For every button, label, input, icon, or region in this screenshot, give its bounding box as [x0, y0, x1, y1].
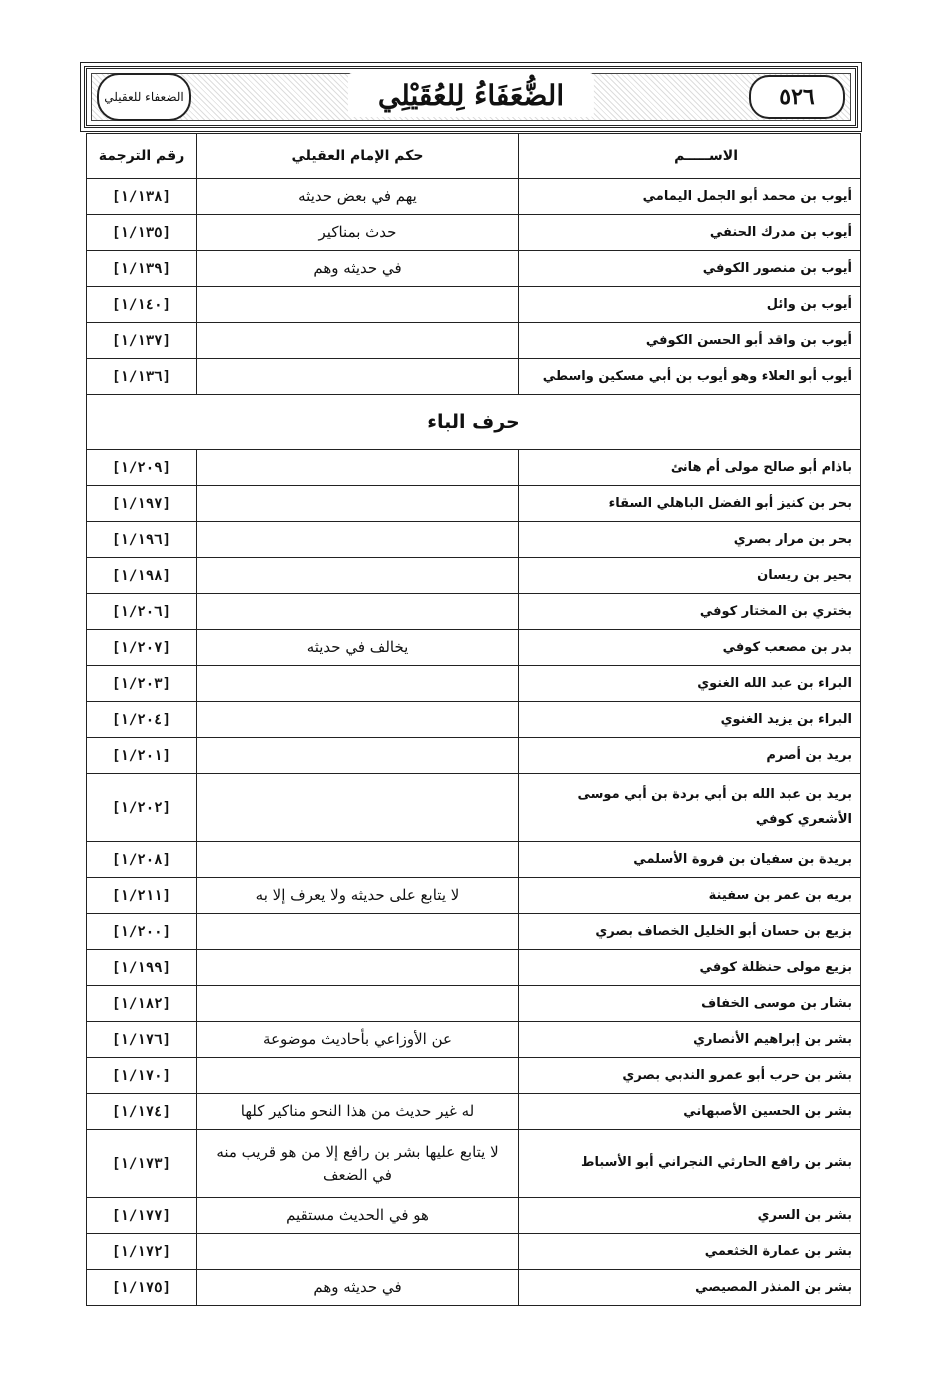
- entry-number: [١/٢١١]: [87, 878, 197, 914]
- header-number: رقم الترجمة: [87, 134, 197, 179]
- header-name: الاســـــم: [519, 134, 861, 179]
- entry-number: [١/١٩٨]: [87, 558, 197, 594]
- entry-number: [١/١٧٧]: [87, 1198, 197, 1234]
- narrator-name: أيوب بن محمد أبو الجمل اليمامي: [519, 179, 861, 215]
- verdict-text: في حديثه وهم: [197, 251, 519, 287]
- entry-number: [١/١٣٩]: [87, 251, 197, 287]
- table-row: [87, 878, 861, 914]
- book-emblem: الضعفاء للعقيلي: [97, 73, 191, 121]
- narrator-name: أيوب بن وائل: [519, 287, 861, 323]
- narrator-name: بحير بن ريسان: [519, 558, 861, 594]
- table-row: [87, 738, 861, 774]
- section-title: حرف الباء: [87, 395, 861, 450]
- narrator-name: بشر بن المنذر المصيصي: [519, 1270, 861, 1306]
- table-row: [87, 1198, 861, 1234]
- table-row: [87, 522, 861, 558]
- verdict-text: [197, 450, 519, 486]
- entry-number: [١/٢٠٠]: [87, 914, 197, 950]
- table-row: [87, 914, 861, 950]
- entry-number: [١/١٤٠]: [87, 287, 197, 323]
- verdict-text: له غير حديث من هذا النحو مناكير كلها: [197, 1094, 519, 1130]
- table-section: [87, 395, 861, 450]
- entry-number: [١/٢٠٧]: [87, 630, 197, 666]
- table-row: [87, 630, 861, 666]
- entry-number: [١/١٣٨]: [87, 179, 197, 215]
- table-row: [87, 1234, 861, 1270]
- verdict-text: [197, 486, 519, 522]
- table-row: [87, 950, 861, 986]
- entry-number: [١/١٧٤]: [87, 1094, 197, 1130]
- verdict-text: عن الأوزاعي بأحاديث موضوعة: [197, 1022, 519, 1058]
- table-row: [87, 486, 861, 522]
- narrator-name: باذام أبو صالح مولى أم هانئ: [519, 450, 861, 486]
- narrator-name: البراء بن يزيد الغنوي: [519, 702, 861, 738]
- narrator-name: بزيع مولى حنظلة كوفي: [519, 950, 861, 986]
- narrator-name: أيوب بن مدرك الحنفي: [519, 215, 861, 251]
- entry-number: [١/١٧٠]: [87, 1058, 197, 1094]
- narrator-name: بدر بن مصعب كوفي: [519, 630, 861, 666]
- narrator-name: بشر بن حرب أبو عمرو الندبي بصري: [519, 1058, 861, 1094]
- entry-number: [١/١٩٧]: [87, 486, 197, 522]
- narrators-table: [86, 133, 861, 1306]
- table-row: [87, 323, 861, 359]
- table-row: [87, 1058, 861, 1094]
- page-header: [84, 66, 858, 128]
- narrator-name: بريد بن عبد الله بن أبي بردة بن أبي موسى الأشعري كوفي: [519, 774, 861, 842]
- table-row: [87, 774, 861, 842]
- verdict-text: هو في الحديث مستقيم: [197, 1198, 519, 1234]
- verdict-text: في حديثه وهم: [197, 1270, 519, 1306]
- section-row: [87, 395, 861, 450]
- verdict-text: [197, 558, 519, 594]
- table-row: [87, 450, 861, 486]
- verdict-text: يهم في بعض حديثه: [197, 179, 519, 215]
- table-body-ba: [87, 450, 861, 1306]
- verdict-text: حدث بمناكير: [197, 215, 519, 251]
- verdict-text: [197, 594, 519, 630]
- narrator-name: بشر بن إبراهيم الأنصاري: [519, 1022, 861, 1058]
- narrator-name: أيوب بن منصور الكوفي: [519, 251, 861, 287]
- verdict-text: [197, 1234, 519, 1270]
- verdict-text: [197, 986, 519, 1022]
- entry-number: [١/٢٠٦]: [87, 594, 197, 630]
- book-title: الضُّعَفَاءُ لِلعُقَيْلِي: [348, 73, 594, 117]
- table-row: [87, 594, 861, 630]
- entry-number: [١/١٧٦]: [87, 1022, 197, 1058]
- narrator-name: بحر بن كنيز أبو الفضل الباهلي السقاء: [519, 486, 861, 522]
- page-number: ٥٢٦: [749, 75, 845, 119]
- table-row: [87, 986, 861, 1022]
- verdict-text: [197, 666, 519, 702]
- narrator-name: بزيع بن حسان أبو الخليل الخصاف بصري: [519, 914, 861, 950]
- entry-number: [١/١٩٦]: [87, 522, 197, 558]
- entry-number: [١/١٧٣]: [87, 1130, 197, 1198]
- verdict-text: [197, 702, 519, 738]
- table-row: [87, 1270, 861, 1306]
- table-row: [87, 666, 861, 702]
- table-row: [87, 359, 861, 395]
- narrator-name: بشر بن السري: [519, 1198, 861, 1234]
- verdict-text: [197, 359, 519, 395]
- verdict-text: يخالف في حديثه: [197, 630, 519, 666]
- table-row: [87, 702, 861, 738]
- table-row: [87, 558, 861, 594]
- narrator-name: بختري بن المختار كوفي: [519, 594, 861, 630]
- entry-number: [١/٢٠٤]: [87, 702, 197, 738]
- entry-number: [١/١٣٧]: [87, 323, 197, 359]
- entry-number: [١/١٣٦]: [87, 359, 197, 395]
- verdict-text: [197, 774, 519, 842]
- table-header-row: [87, 134, 861, 179]
- narrator-name: بشر بن رافع الحارثي النجراني أبو الأسباط: [519, 1130, 861, 1198]
- table-row: [87, 287, 861, 323]
- table-row: [87, 179, 861, 215]
- verdict-text: [197, 1058, 519, 1094]
- narrator-name: بريد بن أصرم: [519, 738, 861, 774]
- entry-number: [١/١٨٢]: [87, 986, 197, 1022]
- entry-number: [١/١٧٢]: [87, 1234, 197, 1270]
- narrator-name: أيوب بن واقد أبو الحسن الكوفي: [519, 323, 861, 359]
- entry-number: [١/٢٠٩]: [87, 450, 197, 486]
- narrator-name: البراء بن عبد الله الغنوي: [519, 666, 861, 702]
- narrator-name: بشر بن الحسين الأصبهاني: [519, 1094, 861, 1130]
- entry-number: [١/١٧٥]: [87, 1270, 197, 1306]
- narrator-name: بريدة بن سفيان بن فروة الأسلمي: [519, 842, 861, 878]
- narrator-name: بحر بن مرار بصري: [519, 522, 861, 558]
- narrator-name: أيوب أبو العلاء وهو أيوب بن أبي مسكين واسطي: [519, 359, 861, 395]
- verdict-text: [197, 950, 519, 986]
- entry-number: [١/١٩٩]: [87, 950, 197, 986]
- table-row: [87, 251, 861, 287]
- table-body-alif: [87, 179, 861, 395]
- table-row: [87, 1094, 861, 1130]
- verdict-text: [197, 842, 519, 878]
- entry-number: [١/٢٠٢]: [87, 774, 197, 842]
- header-verdict: حكم الإمام العقيلي: [197, 134, 519, 179]
- entry-number: [١/١٣٥]: [87, 215, 197, 251]
- entry-number: [١/٢٠٣]: [87, 666, 197, 702]
- entry-number: [١/٢٠١]: [87, 738, 197, 774]
- narrator-name: بشر بن عمارة الخثعمي: [519, 1234, 861, 1270]
- table-row: [87, 1022, 861, 1058]
- verdict-text: [197, 738, 519, 774]
- table-row: [87, 842, 861, 878]
- verdict-text: لا يتابع عليها بشر بن رافع إلا من هو قريب منه في الضعف: [197, 1130, 519, 1198]
- verdict-text: [197, 522, 519, 558]
- verdict-text: [197, 287, 519, 323]
- narrator-name: بشار بن موسى الخفاف: [519, 986, 861, 1022]
- verdict-text: لا يتابع على حديثه ولا يعرف إلا به: [197, 878, 519, 914]
- entry-number: [١/٢٠٨]: [87, 842, 197, 878]
- verdict-text: [197, 323, 519, 359]
- narrator-name: بريه بن عمر بن سفينة: [519, 878, 861, 914]
- verdict-text: [197, 914, 519, 950]
- table-row: [87, 1130, 861, 1198]
- table-row: [87, 215, 861, 251]
